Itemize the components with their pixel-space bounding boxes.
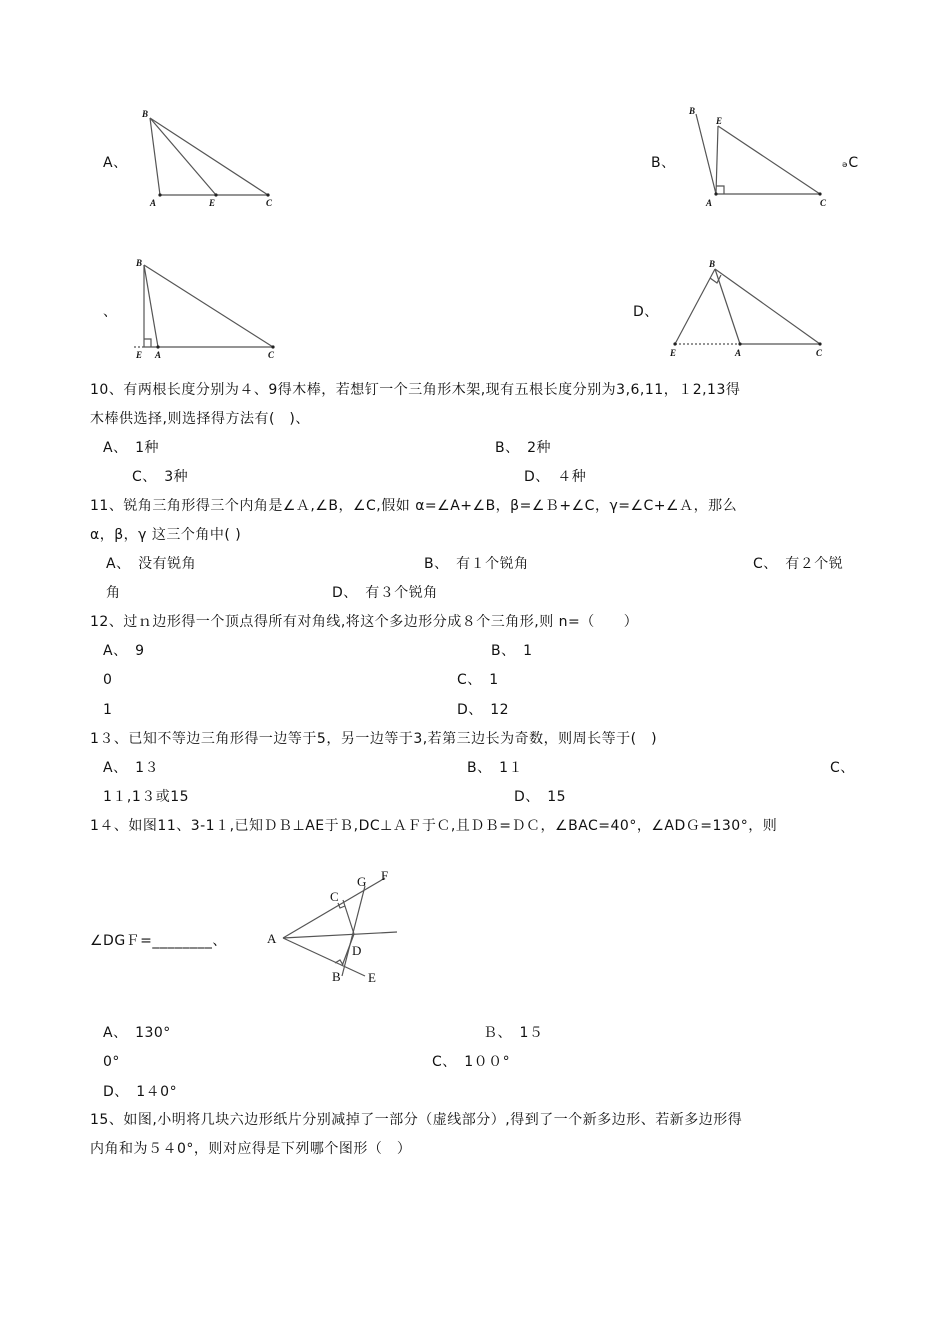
q9c-label-a: A (155, 350, 162, 360)
q9b-label-a: A (706, 198, 713, 208)
q9-figure-a (138, 108, 288, 218)
q12-option-c: C、 1 (457, 672, 499, 688)
q9a-label-a: A (150, 198, 157, 208)
q13-text-line1: 1３、已知不等边三角形得一边等于5，另一边等于3,若第三边长为奇数，则周长等于( ) (90, 731, 658, 747)
q9c-label-b: B (136, 258, 143, 268)
q14-label-a: A (267, 931, 277, 946)
q9-option-b-label: B、 (651, 155, 676, 171)
q15-text-line2: 内角和为５４0°，则对应得是下列哪个图形（ ） (90, 1141, 412, 1157)
q13-option-a: A、 1３ (103, 760, 159, 776)
q10-option-a: A、 1种 (103, 440, 159, 456)
q11-option-b: B、 有１个锐角 (424, 556, 529, 572)
q13-option-c: C、 (830, 760, 855, 776)
q9-option-c-label: 、 (103, 304, 118, 320)
q14-option-c: C、 1００° (432, 1054, 511, 1070)
q12-option-b-wrap: 0 (103, 672, 113, 688)
q11-option-c-wrap: 角 (106, 585, 121, 601)
q11-text-line1: 11、锐角三角形得三个内角是∠Ａ,∠B，∠C,假如 α=∠A+∠B，β=∠Ｂ+∠C，γ=∠C+∠Ａ，那么 (90, 498, 738, 514)
q14-label-e: E (368, 970, 376, 985)
q9-figure-c (128, 255, 288, 365)
q9-option-d-label: D、 (633, 304, 659, 320)
q14-label-d: D (352, 943, 362, 958)
q10-option-d: D、 ４种 (524, 469, 587, 485)
q9-option-b-tail: ₔC (842, 155, 859, 171)
q14-label-g: G (357, 874, 367, 889)
q9d-label-a: A (735, 348, 742, 358)
q9d-label-e: E (670, 348, 677, 358)
q14-option-a: A、 130° (103, 1025, 171, 1041)
q10-option-b: B、 2种 (495, 440, 552, 456)
q15-text-line1: 15、如图,小明将几块六边形纸片分别减掉了一部分（虚线部分）,得到了一个新多边形、若新多边形得 (90, 1112, 743, 1128)
q9-figure-b (680, 102, 830, 212)
q14-answer-blank: ∠DGＦ=________、 (90, 933, 227, 949)
q9-figure-d (665, 255, 835, 365)
q9-option-a-label: A、 (103, 155, 128, 171)
q9a-label-e: E (209, 198, 216, 208)
q11-option-c: C、 有２个锐 (753, 556, 844, 572)
q9b-label-b: B (689, 106, 696, 116)
q14-text-line1: 1４、如图11、3-1１,已知ＤＢ⊥AE于Ｂ,DC⊥ＡＦ于Ｃ,且ＤＢ=ＤＣ，∠BAC=40°，∠ADＧ=130°，则 (90, 818, 778, 834)
q11-option-a: A、 没有锐角 (106, 556, 197, 572)
q12-option-b: B、 1 (491, 643, 533, 659)
q11-text-line2: α，β，γ 这三个角中( ) (90, 527, 242, 543)
q14-option-d: D、 1４0° (103, 1084, 178, 1100)
q11-option-d: D、 有３个锐角 (332, 585, 438, 601)
q12-text-line1: 12、过ｎ边形得一个顶点得所有对角线,将这个多边形分成８个三角形,则 n=（ ） (90, 614, 639, 630)
q14-figure (265, 864, 405, 994)
q13-option-b: B、 1１ (467, 760, 524, 776)
q9c-label-c: C (268, 350, 275, 360)
q9a-label-c: C (266, 198, 273, 208)
q9d-label-c: C (816, 348, 823, 358)
q9d-label-b: B (709, 259, 716, 269)
q12-option-d: D、 12 (457, 702, 510, 718)
q13-option-d: D、 15 (514, 789, 567, 805)
q12-option-a: A、 9 (103, 643, 145, 659)
q14-option-b-wrap: 0° (103, 1054, 120, 1070)
q9c-label-e: E (136, 350, 143, 360)
q12-option-c-wrap: 1 (103, 702, 113, 718)
q9b-label-e: E (716, 116, 723, 126)
q14-label-f: F (381, 868, 389, 883)
q10-text-line1: 10、有两根长度分别为４、9得木棒，若想钉一个三角形木架,现有五根长度分别为3,6,11，１2,13得 (90, 382, 741, 398)
q13-option-c-wrap: 1１,1３或15 (103, 789, 190, 805)
q9b-label-c: C (820, 198, 827, 208)
q14-label-b: B (332, 969, 341, 984)
q14-option-b: Ｂ、 1５ (483, 1025, 544, 1041)
q10-text-line2: 木棒供选择,则选择得方法有( )、 (90, 411, 310, 427)
q14-label-c: C (330, 889, 339, 904)
q10-option-c: C、 3种 (132, 469, 189, 485)
q9a-label-b: B (142, 109, 149, 119)
